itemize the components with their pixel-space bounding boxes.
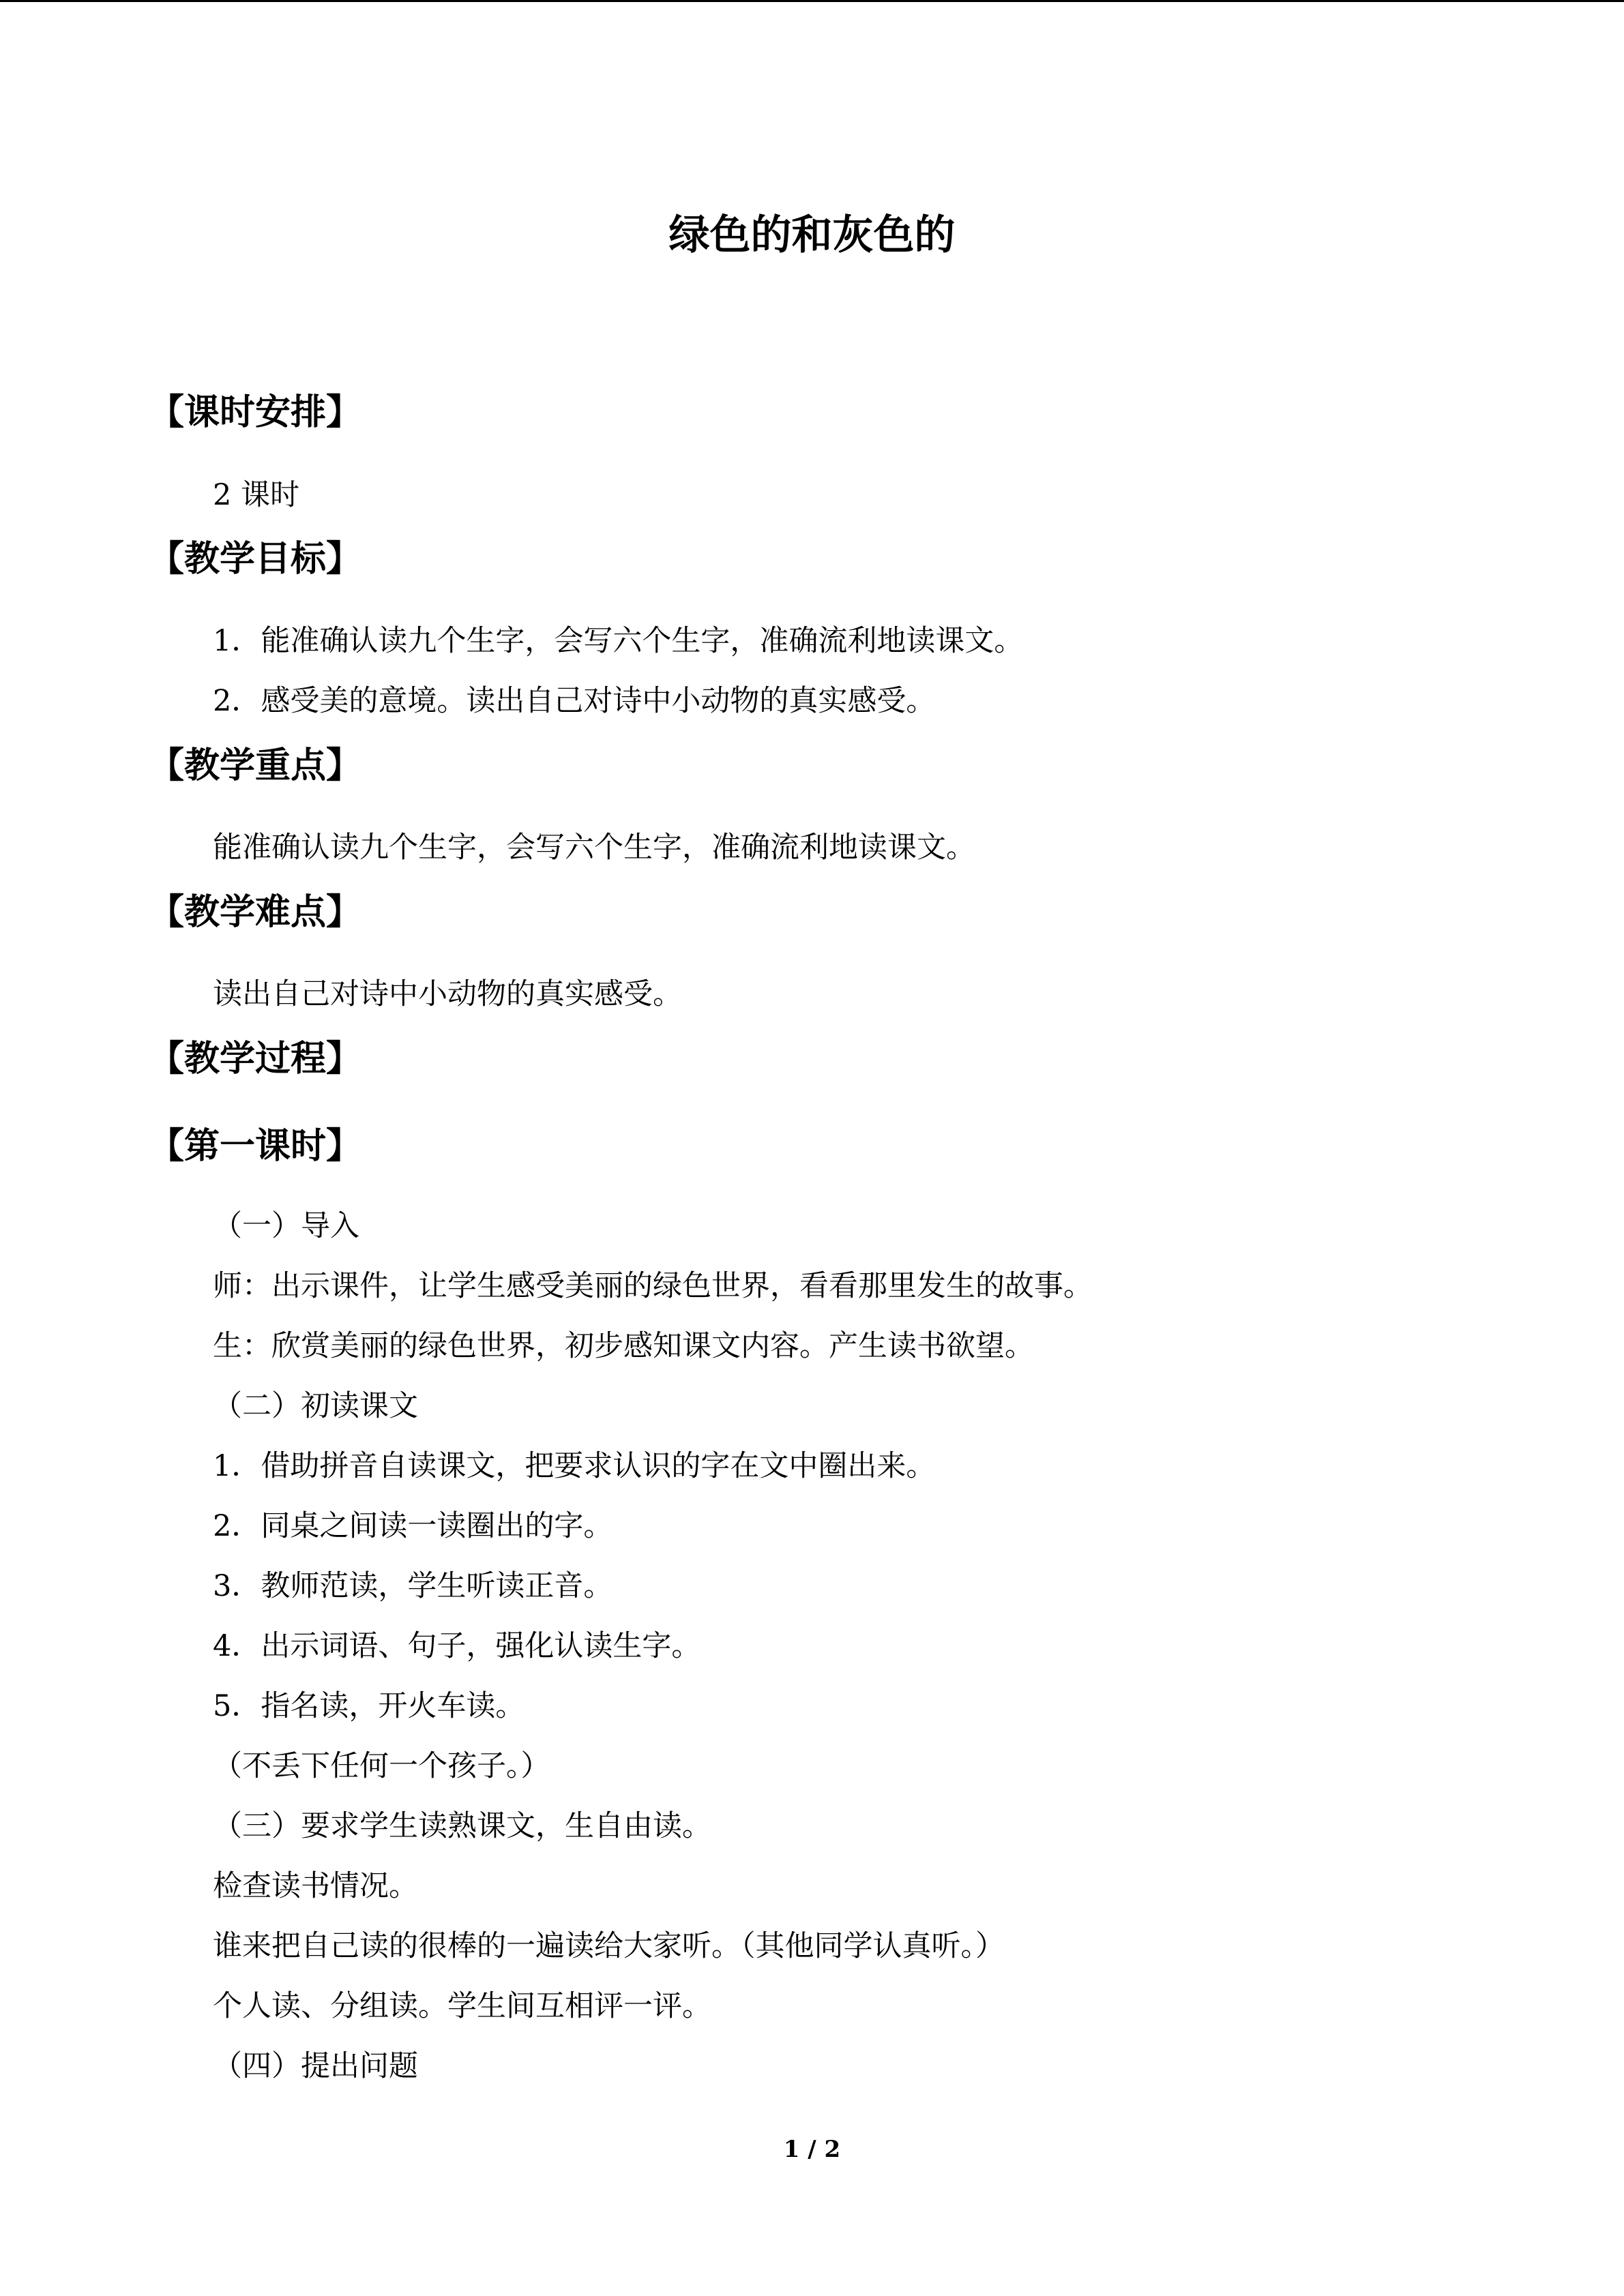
lesson-line: 5．指名读，开火车读。 <box>213 1689 525 1723</box>
heading-difficulties: 【教学难点】 <box>149 892 362 933</box>
lesson-line: （四）提出问题 <box>213 2049 418 2083</box>
lesson-line: 2．同桌之间读一读圈出的字。 <box>213 1509 613 1543</box>
lesson-line: 检查读书情况。 <box>213 1869 418 1903</box>
goal-item-2: 2．感受美的意境。读出自己对诗中小动物的真实感受。 <box>213 684 936 718</box>
lesson-line: 师：出示课件，让学生感受美丽的绿色世界，看看那里发生的故事。 <box>213 1269 1093 1303</box>
lesson-line: 4．出示词语、句子，强化认读生字。 <box>213 1629 701 1663</box>
lesson-line: 谁来把自己读的很棒的一遍读给大家听。（其他同学认真听。） <box>213 1929 1005 1963</box>
lesson-line: 个人读、分组读。学生间互相评一评。 <box>213 1989 711 2023</box>
lesson-line: （一）导入 <box>213 1209 359 1243</box>
schedule-line: 2 课时 <box>213 478 300 512</box>
lesson-line: 3．教师范读，学生听读正音。 <box>213 1569 613 1603</box>
difficulty-line: 读出自己对诗中小动物的真实感受。 <box>213 977 682 1011</box>
page-number: 1 / 2 <box>783 2136 841 2163</box>
heading-goals: 【教学目标】 <box>149 539 362 580</box>
heading-schedule: 【课时安排】 <box>149 392 362 433</box>
key-point-line: 能准确认读九个生字，会写六个生字，准确流利地读课文。 <box>213 831 975 865</box>
document-title: 绿色的和灰色的 <box>668 211 956 259</box>
goal-item-1: 1．能准确认读九个生字，会写六个生字，准确流利地读课文。 <box>213 624 1024 658</box>
lesson-line: （三）要求学生读熟课文，生自由读。 <box>213 1809 711 1843</box>
page-top-border <box>0 0 1624 2</box>
heading-lesson-one: 【第一课时】 <box>149 1126 362 1167</box>
heading-process: 【教学过程】 <box>149 1039 362 1079</box>
lesson-line: 1．借助拼音自读课文，把要求认识的字在文中圈出来。 <box>213 1449 936 1483</box>
heading-key-points: 【教学重点】 <box>149 745 362 786</box>
lesson-line: 生：欣赏美丽的绿色世界，初步感知课文内容。产生读书欲望。 <box>213 1329 1034 1363</box>
lesson-line: （不丢下任何一个孩子。） <box>213 1749 550 1783</box>
lesson-line: （二）初读课文 <box>213 1389 418 1423</box>
